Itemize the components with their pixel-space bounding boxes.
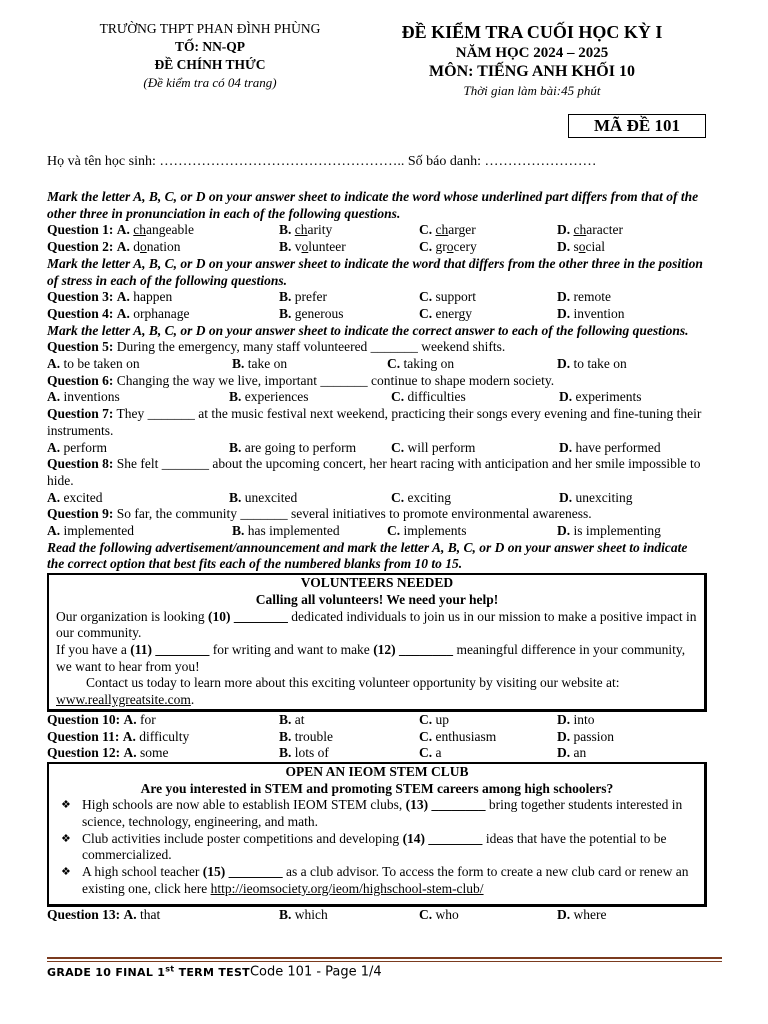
instruction-pronunciation: Mark the letter A, B, C, or D on your answer sheet to indicate the word whose underlined part differs from that of the other three in pronunciation in each of the following questions.	[47, 189, 699, 221]
question-7-stem: Question 7: They _______ at the music festival next weekend, practicing their songs every evening and fine-tuning their instruments.	[47, 406, 702, 438]
question-6-stem: Question 6: Changing the way we live, important _______ continue to shape modern society.	[47, 372, 555, 388]
subject: MÔN: TIẾNG ANH KHỐI 10	[429, 63, 635, 80]
question-2: Question 2: A. donation B. volunteer C. grocery D. social	[47, 239, 606, 255]
club-bullet-3: ❖ A high school teacher (15) ________ as a club advisor. To access the form to create a new club card or renew an existing one, click here http://ieomsociety.org/ieom/highschool-stem-club/	[56, 864, 698, 897]
question-1: Question 1: A. changeable B. charity C. charger D. character	[47, 222, 623, 238]
website-link[interactable]: www.reallygreatsite.com	[56, 692, 191, 708]
ad-paragraph-2: If you have a (11) ________ for writing and want to make (12) ________ meaningful difference in your community, we want to hear from you!	[56, 641, 686, 674]
questions-content	[47, 189, 707, 923]
club-subtitle: Are you interested in STEM and promoting STEM careers among high schoolers?	[140, 780, 614, 796]
ad-title: VOLUNTEERS NEEDED	[300, 575, 454, 591]
header-right	[382, 20, 682, 100]
ad-paragraph-1: Our organization is looking (10) ________ dedicated individuals to join us in our mission to make a positive impact in our community.	[56, 608, 697, 641]
school-year: NĂM HỌC 2024 – 2025	[455, 45, 609, 61]
club-bullets	[56, 797, 698, 897]
question-7-options: A. perform B. are going to perform C. will perform D. have performed	[47, 439, 661, 455]
time-limit: Thời gian làm bài:45 phút	[463, 83, 601, 98]
question-13: Question 13: A. that B. which C. who D. where	[47, 906, 607, 922]
ad-subtitle: Calling all volunteers! We need your help!	[255, 591, 499, 607]
student-info-line: Họ và tên học sinh: …………………………………………….. Số báo danh: ……………………	[47, 154, 597, 169]
school-name: TRƯỜNG THPT PHAN ĐÌNH PHÙNG	[99, 21, 321, 36]
volunteers-advertisement	[47, 573, 707, 712]
question-4: Question 4: A. orphanage B. generous C. energy D. invention	[47, 305, 625, 321]
question-3: Question 3: A. happen B. prefer C. support D. remote	[47, 289, 611, 305]
instruction-stress: Mark the letter A, B, C, or D on your answer sheet to indicate the word that differs from the other three in the position of stress in each of the following questions.	[47, 255, 703, 288]
question-9-stem: Question 9: So far, the community _______ several initiatives to promote environmental awareness.	[47, 506, 592, 522]
club-bullet-1: ❖ High schools are now able to establish IEOM STEM clubs, (13) ________ bring together students interested in science, technology, engineering, and math.	[56, 797, 698, 830]
page-footer	[47, 964, 382, 980]
question-12: Question 12: A. some B. lots of C. a D. an	[47, 745, 587, 761]
instruction-reading: Read the following advertisement/announcement and mark the letter A, B, C, or D on your answer sheet to indicate the correct option that best fits each of the numbered blanks from 10 to 15.	[47, 539, 688, 572]
footer-grade: GRADE 10 FINAL 1st TERM TEST	[47, 964, 250, 979]
footer-code-page: Code 101 - Page 1/4	[249, 964, 382, 980]
question-8-stem: Question 8: She felt _______ about the upcoming concert, her heart racing with anticipation and her smile impossible to hide.	[47, 456, 701, 488]
instruction-grammar: Mark the letter A, B, C, or D on your answer sheet to indicate the correct answer to each of the following questions.	[47, 322, 689, 338]
question-5-options: A. to be taken on B. take on C. taking on D. to take on	[47, 356, 627, 372]
exam-title: ĐỀ KIỂM TRA CUỐI HỌC KỲ I	[401, 22, 663, 42]
question-6-options: A. inventions B. experiences C. difficulties D. experiments	[47, 389, 642, 405]
pages-note: (Đề kiểm tra có 04 trang)	[143, 75, 277, 90]
footer-divider	[47, 957, 722, 959]
club-form-link[interactable]: http://ieomsociety.org/ieom/highschool-stem-club/	[210, 880, 484, 896]
footer-divider-thin	[47, 961, 722, 962]
question-10: Question 10: A. for B. at C. up D. into	[47, 711, 595, 727]
club-title: OPEN AN IEOM STEM CLUB	[285, 763, 469, 779]
official-label: ĐỀ CHÍNH THỨC	[154, 57, 266, 72]
question-11: Question 11: A. difficulty B. trouble C. enthusiasm D. passion	[47, 728, 614, 744]
question-9-options: A. implemented B. has implemented C. implements D. is implementing	[47, 523, 661, 539]
department: TỐ: NN-QP	[174, 39, 246, 54]
ad-paragraph-3: Contact us today to learn more about this exciting volunteer opportunity by visiting our website at: www.reallygreatsite.com.	[56, 675, 620, 708]
stem-club-announcement	[47, 762, 707, 907]
header-left	[60, 20, 360, 92]
club-bullet-2: ❖ Club activities include poster competitions and developing (14) ________ ideas that have the potential to be commercialized.	[56, 831, 698, 864]
question-5-stem: Question 5: During the emergency, many staff volunteered _______ weekend shifts.	[47, 339, 506, 355]
question-8-options: A. excited B. unexcited C. exciting D. unexciting	[47, 489, 633, 505]
exam-code-box: MÃ ĐỀ 101	[568, 114, 706, 138]
